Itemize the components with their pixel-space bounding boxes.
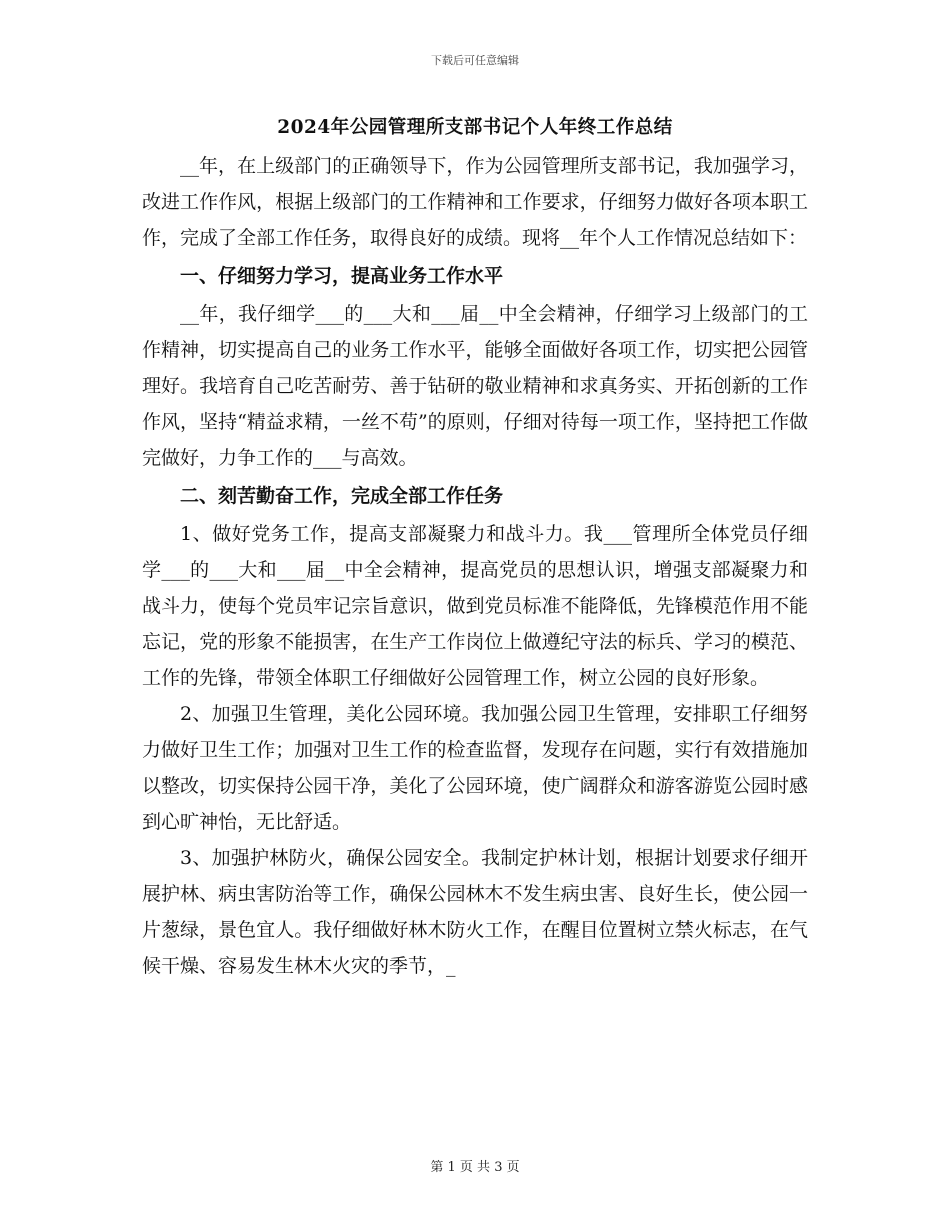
document-title: 2024年公园管理所支部书记个人年终工作总结 bbox=[277, 117, 673, 138]
section-2-item-1: 1、做好党务工作，提高支部凝聚力和战斗力。我___管理所全体党员仔细学___的___大和___届__中全会精神，提高党员的思想认识，增强支部凝聚力和战斗力，使每个党员牢记宗旨意识，做到党员标准不能降低，先锋模范作用不能忘记，党的形象不能损害，在生产工作岗位上做遵纪守法的标兵、学习的模范、工作的先锋，带领全体职工仔细做好公园管理工作，树立公园的良好形象。 bbox=[142, 523, 808, 689]
page-number-footer: 第 1 页 共 3 页 bbox=[430, 1160, 520, 1175]
section-1-heading: 一、仔细努力学习，提高业务工作水平 bbox=[180, 265, 504, 287]
page-header-note: 下载后可任意编辑 bbox=[431, 54, 519, 67]
section-1-paragraph: __年，我仔细学___的___大和___届__中全会精神，仔细学习上级部门的工作精神，切实提高自己的业务工作水平，能够全面做好各项工作，切实把公园管理好。我培育自己吃苦耐劳、善于钻研的敬业精神和求真务实、开拓创新的工作作风，坚持“精益求精，一丝不苟”的原则，仔细对待每一项工作，坚持把工作做完做好，力争工作的___与高效。 bbox=[142, 303, 808, 469]
section-2-item-3: 3、加强护林防火，确保公园安全。我制定护林计划，根据计划要求仔细开展护林、病虫害防治等工作，确保公园林木不发生病虫害、良好生长，使公园一片葱绿，景色宜人。我仔细做好林木防火工作，在醒目位置树立禁火标志，在气候干燥、容易发生林木火灾的季节，_ bbox=[142, 847, 808, 977]
section-2-heading: 二、刻苦勤奋工作，完成全部工作任务 bbox=[180, 485, 504, 507]
document-body bbox=[142, 112, 808, 984]
intro-paragraph: __年，在上级部门的正确领导下，作为公园管理所支部书记，我加强学习，改进工作作风，根据上级部门的工作精神和工作要求，仔细努力做好各项本职工作，完成了全部工作任务，取得良好的成绩。现将__年个人工作情况总结如下： bbox=[142, 155, 808, 249]
section-2-item-2: 2、加强卫生管理，美化公园环境。我加强公园卫生管理，安排职工仔细努力做好卫生工作；加强对卫生工作的检查监督，发现存在问题，实行有效措施加以整改，切实保持公园干净，美化了公园环境，使广阔群众和游客游览公园时感到心旷神怡，无比舒适。 bbox=[142, 703, 808, 833]
